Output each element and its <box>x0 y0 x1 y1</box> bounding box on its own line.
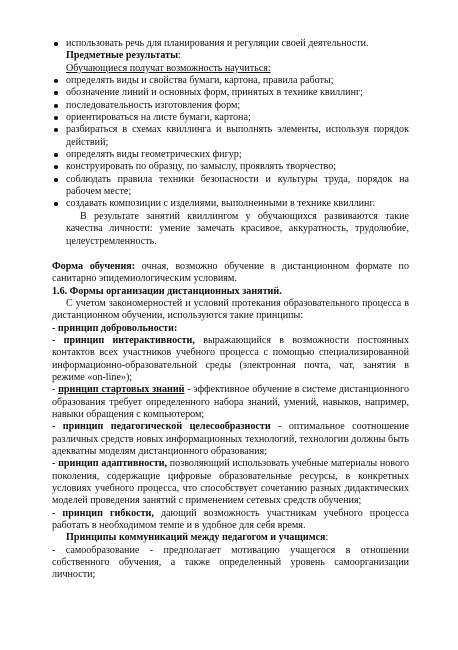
principle-text: дающий возможность участникам учебного процесса работать в необходимом темпе и в удобное для себя время. <box>52 507 409 532</box>
principle-text: выражающийся в возможности постоянных контактов всех участников учебного процесса с помощью специализированной информационно-образовательной среды (электронная почта, чат, занятия в режиме «on-line»); <box>52 334 410 383</box>
principle-text: - оптимальное соотношение различных средств новых информационных технологий, технологии должны быть адекватны моделям дистанционного образования; <box>52 421 410 457</box>
list-item: создавать композиции с изделиями, выполненными в технике квиллинг. <box>52 198 409 210</box>
principle-voluntariness: - принцип добровольности: <box>52 322 178 334</box>
list-item: использовать речь для планирования и регуляции своей деятельности. <box>52 38 409 50</box>
principle-text: - эффективное обучение в системе дистанционного образования требует определенного набора знаний, умений, навыков, например, навыки обращения с компьютером; <box>52 384 409 420</box>
communication-paragraph: - самообразование - предполагает мотивацию учащегося в отношении собственного обучения, а также определенный уровень самоорганизации личности; <box>52 544 409 581</box>
principle-label: - принцип педагогической целесообразности <box>52 421 271 433</box>
principle-label: - принцип интерактивности, <box>52 334 195 346</box>
principle-starting-knowledge <box>52 384 409 421</box>
subject-results-list <box>52 75 409 211</box>
intro-paragraph: С учетом закономерностей и условий протекания образовательного процесса в дистанционном обучении, используются такие принципы: <box>52 297 409 322</box>
principle-label: - принцип гибкости, <box>52 507 154 519</box>
principle-adaptivity <box>52 458 409 507</box>
list-item: определять виды геометрических фигур; <box>52 149 409 161</box>
section-title: 1.6. Формы организации дистанционных занятий. <box>52 285 282 297</box>
principle-dash: - <box>52 384 59 396</box>
list-item: конструировать по образцу, по замыслу, проявлять творчество; <box>52 161 409 173</box>
form-of-study-text: очная, возможно обучение в дистанционном формате по санитарно эпидемиологическим условиям. <box>52 260 410 285</box>
subject-results-heading <box>52 50 409 62</box>
principle-pedagogical <box>52 421 409 458</box>
list-item: соблюдать правила техники безопасности и культуры труда, порядок на рабочем месте; <box>52 174 409 199</box>
list-item: разбираться в схемах квиллинга и выполнять элементы, используя порядок действий; <box>52 124 409 149</box>
communication-heading <box>52 532 409 544</box>
document-page <box>52 38 409 582</box>
spacer <box>52 248 409 261</box>
list-item: последовательность изготовления форм; <box>52 100 409 112</box>
list-item: определять виды и свойства бумаги, картона, правила работы; <box>52 75 409 87</box>
principle-interactivity <box>52 335 409 384</box>
subject-results-colon: : <box>178 50 181 62</box>
top-list <box>52 38 409 50</box>
results-paragraph: В результате занятий квиллингом у обучающихся развиваются такие качества личности: умение замечать красивое, аккуратность, трудолюбие, целеустремленность. <box>66 210 409 247</box>
communication-colon: : <box>325 532 329 544</box>
subject-results-subheading: Обучающиеся получат возможность научиться: <box>66 62 271 74</box>
subject-results-title: Предметные результаты <box>66 50 178 62</box>
list-item: ориентироваться на листе бумаги, картона; <box>52 112 409 124</box>
communication-title: Принципы коммуникаций между педагогом и учащимся <box>66 532 326 544</box>
form-of-study <box>52 261 409 286</box>
list-item: обозначение линий и основных форм, принятых в технике квиллинг; <box>52 87 409 99</box>
principle-label: - принцип адаптивности, <box>52 458 168 470</box>
principle-text: позволяющий использовать учебные материалы нового поколения, содержащие цифровые образовательные ресурсы, в конкретных условиях учебного процесса, что способствует сочетанию разных дидактических моделей проведения занятий с применением сетевых средств обучения; <box>52 458 409 507</box>
form-of-study-label: Форма обучения: <box>52 260 136 272</box>
principle-flexibility <box>52 508 409 533</box>
principle-label: принцип стартовых знаний <box>58 384 185 396</box>
